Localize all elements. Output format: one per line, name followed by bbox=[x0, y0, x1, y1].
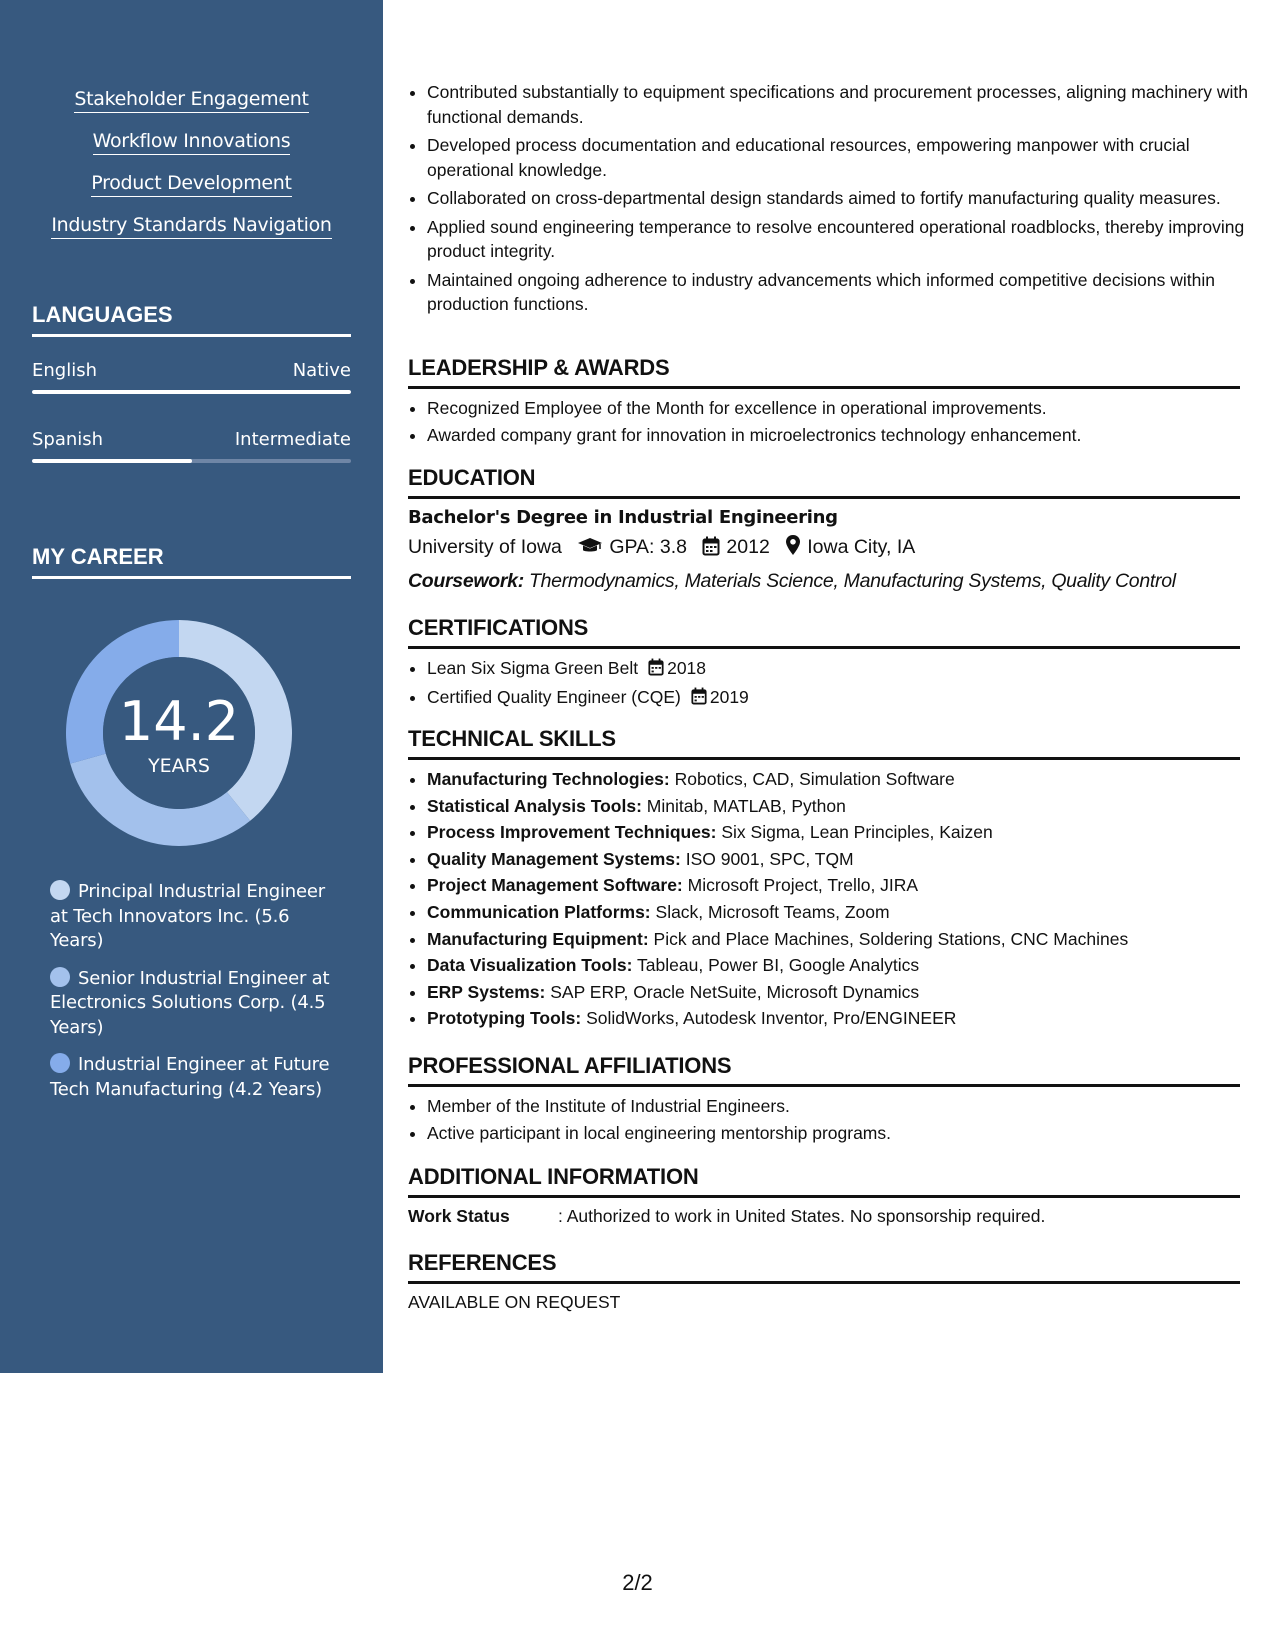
coursework-line bbox=[408, 570, 1240, 593]
legend-dot-icon bbox=[50, 1053, 70, 1073]
language-bar-english bbox=[32, 390, 351, 394]
skill-value: Pick and Place Machines, Soldering Stations, CNC Machines bbox=[653, 928, 1129, 949]
skill-value: Slack, Microsoft Teams, Zoom bbox=[655, 901, 890, 922]
work-status-value: : Authorized to work in United States. No sponsorship required. bbox=[558, 1206, 1046, 1226]
coursework-list: Thermodynamics, Materials Science, Manufacturing Systems, Quality Control bbox=[529, 570, 1176, 592]
skill-value: Minitab, MATLAB, Python bbox=[646, 795, 846, 816]
list-item: • Collaborated on cross-departmental design standards aimed to fortify manufacturing quality measures. bbox=[427, 186, 1259, 211]
skill-value: ISO 9001, SPC, TQM bbox=[685, 848, 854, 869]
list-item bbox=[427, 685, 1240, 711]
gpa: GPA: 3.8 bbox=[609, 536, 687, 558]
education-section bbox=[408, 507, 1240, 593]
career-legend bbox=[50, 880, 330, 1115]
language-name: Spanish bbox=[32, 429, 104, 450]
language-row-english bbox=[32, 360, 351, 381]
graduation-year: 2012 bbox=[726, 536, 770, 558]
career-item bbox=[50, 880, 330, 954]
work-status-label: Work Status bbox=[408, 1206, 510, 1226]
list-item bbox=[427, 847, 1240, 871]
skill-link-industry-standards[interactable]: Industry Standards Navigation bbox=[51, 214, 331, 239]
list-item bbox=[427, 873, 1240, 897]
list-item: • Developed process documentation and educational resources, empowering manpower with crucial operational knowledge. bbox=[427, 133, 1259, 182]
school-line bbox=[408, 534, 1240, 562]
skill-value: Six Sigma, Lean Principles, Kaizen bbox=[721, 822, 993, 843]
list-item: • Active participant in local engineering mentorship programs. bbox=[427, 1121, 1240, 1145]
certification-name: Lean Six Sigma Green Belt bbox=[427, 658, 639, 678]
list-item bbox=[427, 656, 1240, 682]
career-item-text: Senior Industrial Engineer at Electronics Solutions Corp. (4.5 Years) bbox=[50, 967, 330, 1038]
skill-label: Process Improvement Techniques: bbox=[427, 822, 717, 843]
list-item bbox=[427, 767, 1240, 791]
skill-value: SolidWorks, Autodesk Inventor, Pro/ENGINEER bbox=[586, 1008, 957, 1029]
certification-year: 2018 bbox=[667, 658, 707, 678]
references-text: AVAILABLE ON REQUEST bbox=[408, 1292, 621, 1312]
list-item bbox=[427, 953, 1240, 977]
language-name: English bbox=[32, 360, 97, 381]
leadership-heading: LEADERSHIP & AWARDS bbox=[408, 355, 1240, 389]
list-item bbox=[427, 900, 1240, 924]
certifications-section bbox=[408, 656, 1240, 714]
skill-value: Robotics, CAD, Simulation Software bbox=[674, 769, 955, 789]
list-item bbox=[427, 980, 1240, 1004]
technical-skills-heading: TECHNICAL SKILLS bbox=[408, 726, 1240, 760]
certifications-heading: CERTIFICATIONS bbox=[408, 615, 1240, 649]
language-bar-fill bbox=[32, 390, 351, 394]
language-bar-fill bbox=[32, 459, 192, 463]
career-unit-label: YEARS bbox=[148, 755, 210, 777]
career-item-text: Principal Industrial Engineer at Tech Innovators Inc. (5.6 Years) bbox=[50, 881, 325, 951]
calendar-icon bbox=[691, 687, 707, 711]
calendar-icon bbox=[702, 536, 720, 562]
language-level: Intermediate bbox=[234, 429, 351, 450]
skill-link-workflow-innovations[interactable]: Workflow Innovations bbox=[93, 130, 291, 155]
skill-label: Project Management Software: bbox=[427, 875, 683, 896]
list-item: • Applied sound engineering temperance to resolve encountered operational roadblocks, thereby improving product integrity. bbox=[427, 215, 1259, 264]
skill-label: Manufacturing Technologies: bbox=[427, 769, 670, 789]
skill-link-stakeholder-engagement[interactable]: Stakeholder Engagement bbox=[74, 88, 308, 113]
career-donut-chart bbox=[66, 620, 292, 846]
language-row-spanish bbox=[32, 429, 351, 450]
skill-link-product-development[interactable]: Product Development bbox=[91, 172, 291, 197]
career-heading: MY CAREER bbox=[32, 544, 351, 579]
work-status-row bbox=[408, 1206, 1240, 1227]
skill-label: Communication Platforms: bbox=[427, 901, 651, 922]
page-number: 2/2 bbox=[622, 1570, 653, 1595]
affiliations-section bbox=[408, 1094, 1240, 1148]
skill-label: Quality Management Systems: bbox=[427, 848, 681, 869]
skill-value: SAP ERP, Oracle NetSuite, Microsoft Dynamics bbox=[550, 981, 920, 1002]
legend-dot-icon bbox=[50, 967, 70, 987]
skill-label: Prototyping Tools: bbox=[427, 1008, 582, 1029]
school-location: Iowa City, IA bbox=[807, 536, 916, 558]
skill-label: Statistical Analysis Tools: bbox=[427, 795, 642, 816]
certification-name: Certified Quality Engineer (CQE) bbox=[427, 687, 681, 707]
list-item bbox=[427, 927, 1240, 951]
list-item: • Awarded company grant for innovation in microelectronics technology enhancement. bbox=[427, 423, 1240, 447]
additional-info-heading: ADDITIONAL INFORMATION bbox=[408, 1164, 1240, 1198]
school-name: University of Iowa bbox=[408, 536, 562, 558]
career-item bbox=[50, 1053, 330, 1102]
technical-skills-section bbox=[408, 767, 1240, 1033]
skill-label: Data Visualization Tools: bbox=[427, 955, 633, 976]
languages-heading: LANGUAGES bbox=[32, 302, 351, 337]
list-item bbox=[427, 1006, 1240, 1030]
career-item-text: Industrial Engineer at Future Tech Manufacturing (4.2 Years) bbox=[50, 1054, 330, 1100]
affiliations-heading: PROFESSIONAL AFFILIATIONS bbox=[408, 1053, 1240, 1087]
certification-year: 2019 bbox=[709, 687, 749, 707]
career-total-years: 14.2 bbox=[118, 690, 240, 753]
career-item bbox=[50, 967, 330, 1041]
graduation-cap-icon bbox=[577, 536, 603, 562]
degree-title: Bachelor's Degree in Industrial Engineering bbox=[408, 507, 838, 528]
sidebar bbox=[0, 0, 383, 1373]
coursework-label: Coursework: bbox=[408, 570, 524, 592]
language-bar-spanish bbox=[32, 459, 351, 463]
skill-label: ERP Systems: bbox=[427, 981, 546, 1002]
skill-links bbox=[0, 88, 383, 256]
list-item: • Recognized Employee of the Month for excellence in operational improvements. bbox=[427, 396, 1240, 420]
calendar-icon bbox=[648, 658, 664, 682]
map-pin-icon bbox=[785, 534, 801, 562]
list-item: • Contributed substantially to equipment specifications and procurement processes, aligning machinery with functional demands. bbox=[427, 80, 1259, 129]
experience-bullets bbox=[408, 80, 1259, 321]
legend-dot-icon bbox=[50, 880, 70, 900]
list-item bbox=[427, 794, 1240, 818]
list-item bbox=[427, 820, 1240, 844]
leadership-section bbox=[408, 396, 1240, 450]
skill-label: Manufacturing Equipment: bbox=[427, 928, 649, 949]
references-heading: REFERENCES bbox=[408, 1250, 1240, 1284]
list-item: • Maintained ongoing adherence to industry advancements which informed competitive decisions within production functions. bbox=[427, 268, 1259, 317]
language-level: Native bbox=[292, 360, 351, 381]
skill-value: Microsoft Project, Trello, JIRA bbox=[687, 875, 919, 896]
skill-value: Tableau, Power BI, Google Analytics bbox=[637, 955, 920, 976]
list-item: • Member of the Institute of Industrial Engineers. bbox=[427, 1094, 1240, 1118]
education-heading: EDUCATION bbox=[408, 465, 1240, 499]
